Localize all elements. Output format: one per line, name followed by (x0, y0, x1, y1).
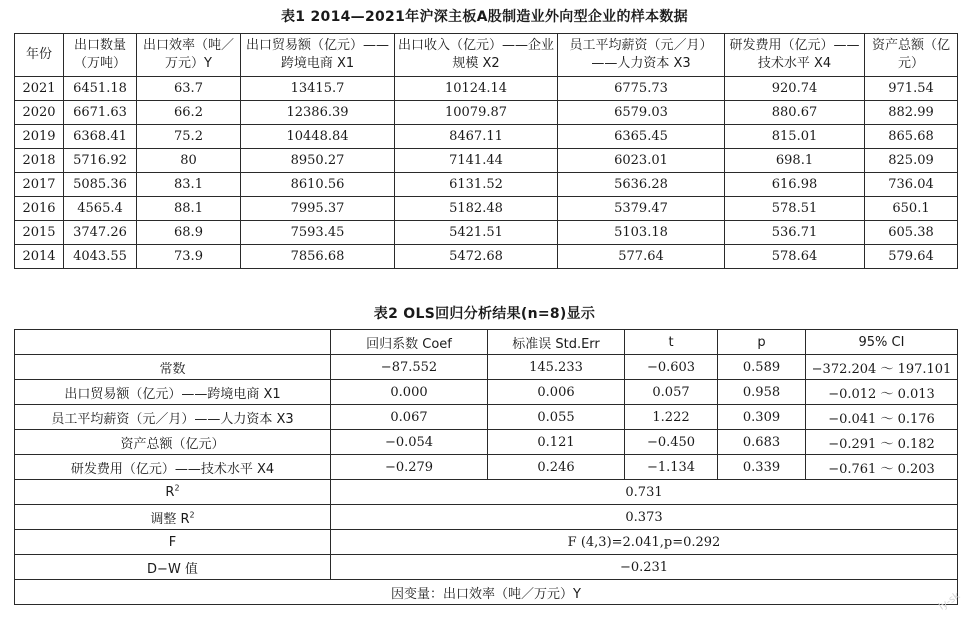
table-cell: 6775.73 (558, 77, 725, 101)
table-cell: 7995.37 (241, 197, 395, 221)
table-cell: 4043.55 (64, 245, 137, 269)
header-avg-salary: 员工平均薪资（元／月）——人力资本 X3 (558, 34, 725, 77)
table-cell: 75.2 (137, 125, 241, 149)
table-cell: 2017 (15, 173, 64, 197)
table-cell: 0.339 (718, 455, 806, 480)
header-ci: 95% CI (806, 330, 958, 355)
table-row (15, 77, 958, 101)
table-cell: 5716.92 (64, 149, 137, 173)
adj-r2-value: 0.373 (331, 505, 958, 530)
table-cell: −0.012 ～ 0.013 (806, 380, 958, 405)
table-row (15, 245, 958, 269)
adj-r2-label (15, 505, 331, 530)
adj-r2-row (15, 505, 958, 530)
table-cell: −0.041 ～ 0.176 (806, 405, 958, 430)
variable-label: 资产总额（亿元） (15, 430, 331, 455)
table-row (15, 101, 958, 125)
table-cell: 0.589 (718, 355, 806, 380)
table-cell: −0.054 (331, 430, 488, 455)
table1-caption: 表1 2014—2021年沪深主板A股制造业外向型企业的样本数据 (281, 9, 688, 25)
table-cell: 7141.44 (395, 149, 558, 173)
table-row (15, 380, 958, 405)
table-row (15, 125, 958, 149)
table-cell: 10124.14 (395, 77, 558, 101)
table-cell: 3747.26 (64, 221, 137, 245)
table-row (15, 173, 958, 197)
sample-data-table (14, 33, 958, 269)
table-cell: 6579.03 (558, 101, 725, 125)
header-export-efficiency: 出口效率（吨／万元）Y (137, 34, 241, 77)
header-total-assets: 资产总额（亿元） (865, 34, 958, 77)
table-cell: 815.01 (725, 125, 865, 149)
table-cell: 6023.01 (558, 149, 725, 173)
table-cell: 698.1 (725, 149, 865, 173)
table-cell: 2021 (15, 77, 64, 101)
r2-label (15, 480, 331, 505)
table-cell: 5472.68 (395, 245, 558, 269)
table-cell: −1.134 (625, 455, 718, 480)
table-cell: 536.71 (725, 221, 865, 245)
header-export-quantity: 出口数量（万吨） (64, 34, 137, 77)
table-cell: 880.67 (725, 101, 865, 125)
adj-r2-label-text: 调整 R (150, 511, 190, 527)
header-t: t (625, 330, 718, 355)
table-cell: 2020 (15, 101, 64, 125)
dw-value: −0.231 (331, 555, 958, 580)
table-cell: 0.683 (718, 430, 806, 455)
table-cell: 736.04 (865, 173, 958, 197)
table-cell: 2016 (15, 197, 64, 221)
table-cell: 0.006 (488, 380, 625, 405)
table-cell: 882.99 (865, 101, 958, 125)
table-cell: −0.291 ～ 0.182 (806, 430, 958, 455)
r2-row (15, 480, 958, 505)
table-cell: 0.121 (488, 430, 625, 455)
table-cell: 63.7 (137, 77, 241, 101)
r2-label-text: R (165, 484, 175, 500)
table-cell: −0.761 ～ 0.203 (806, 455, 958, 480)
table-cell: 66.2 (137, 101, 241, 125)
table-cell: 616.98 (725, 173, 865, 197)
table-cell: 5182.48 (395, 197, 558, 221)
table-cell: 73.9 (137, 245, 241, 269)
table-cell: 0.246 (488, 455, 625, 480)
dw-row (15, 555, 958, 580)
table-row (15, 355, 958, 380)
table-cell: 7593.45 (241, 221, 395, 245)
table-cell: 6451.18 (64, 77, 137, 101)
table-cell: 578.64 (725, 245, 865, 269)
table-cell: 650.1 (865, 197, 958, 221)
variable-label: 研发费用（亿元）——技术水平 X4 (15, 455, 331, 480)
dependent-variable-note: 因变量：出口效率（吨／万元）Y (15, 580, 958, 605)
table-row (15, 405, 958, 430)
r2-superscript: 2 (174, 483, 180, 493)
f-row (15, 530, 958, 555)
table-cell: 5421.51 (395, 221, 558, 245)
table-cell: 0.055 (488, 405, 625, 430)
table-cell: 971.54 (865, 77, 958, 101)
table-cell: 88.1 (137, 197, 241, 221)
ols-regression-table (14, 329, 958, 605)
table-row (15, 430, 958, 455)
dependent-variable-row (15, 580, 958, 605)
table-cell: 865.68 (865, 125, 958, 149)
table-cell: 2019 (15, 125, 64, 149)
table2-header-row (15, 330, 958, 355)
f-value: F (4,3)=2.041,p=0.292 (331, 530, 958, 555)
table-cell: 2015 (15, 221, 64, 245)
table-cell: 8950.27 (241, 149, 395, 173)
table-cell: 83.1 (137, 173, 241, 197)
table-cell: 8610.56 (241, 173, 395, 197)
header-std-err: 标准误 Std.Err (488, 330, 625, 355)
header-rd-expense: 研发费用（亿元）——技术水平 X4 (725, 34, 865, 77)
table-cell: 10079.87 (395, 101, 558, 125)
table-cell: 0.309 (718, 405, 806, 430)
f-label: F (15, 530, 331, 555)
table-cell: −0.603 (625, 355, 718, 380)
r2-value: 0.731 (331, 480, 958, 505)
table-cell: −87.552 (331, 355, 488, 380)
table-cell: 145.233 (488, 355, 625, 380)
table-cell: 6368.41 (64, 125, 137, 149)
adj-r2-superscript: 2 (189, 510, 195, 520)
header-blank (15, 330, 331, 355)
table-cell: −0.450 (625, 430, 718, 455)
table-cell: 0.958 (718, 380, 806, 405)
header-coef: 回归系数 Coef (331, 330, 488, 355)
dw-label: D−W 值 (15, 555, 331, 580)
table-row (15, 221, 958, 245)
table-cell: 6365.45 (558, 125, 725, 149)
header-export-income: 出口收入（亿元）——企业规模 X2 (395, 34, 558, 77)
watermark: ly-sk (936, 590, 963, 613)
variable-label: 常数 (15, 355, 331, 380)
table-cell: 68.9 (137, 221, 241, 245)
table-cell: 8467.11 (395, 125, 558, 149)
header-p: p (718, 330, 806, 355)
table-cell: 5379.47 (558, 197, 725, 221)
table-cell: −0.279 (331, 455, 488, 480)
table-cell: 12386.39 (241, 101, 395, 125)
table-row (15, 455, 958, 480)
table-cell: 579.64 (865, 245, 958, 269)
table-cell: 5103.18 (558, 221, 725, 245)
table1-header-row (15, 34, 958, 77)
table-cell: 577.64 (558, 245, 725, 269)
table-cell: 578.51 (725, 197, 865, 221)
table-cell: 4565.4 (64, 197, 137, 221)
table-cell: 605.38 (865, 221, 958, 245)
table-row (15, 149, 958, 173)
table-cell: 920.74 (725, 77, 865, 101)
table-cell: 7856.68 (241, 245, 395, 269)
table-cell: 6131.52 (395, 173, 558, 197)
table-cell: 5085.36 (64, 173, 137, 197)
header-export-trade: 出口贸易额（亿元）—— 跨境电商 X1 (241, 34, 395, 77)
table-cell: 0.057 (625, 380, 718, 405)
table-cell: 6671.63 (64, 101, 137, 125)
table-cell: 10448.84 (241, 125, 395, 149)
variable-label: 员工平均薪资（元／月）——人力资本 X3 (15, 405, 331, 430)
table-cell: 5636.28 (558, 173, 725, 197)
table-cell: 80 (137, 149, 241, 173)
table-cell: 825.09 (865, 149, 958, 173)
variable-label: 出口贸易额（亿元）——跨境电商 X1 (15, 380, 331, 405)
table-cell: 1.222 (625, 405, 718, 430)
table-cell: 0.000 (331, 380, 488, 405)
table-cell: 2018 (15, 149, 64, 173)
table-cell: 0.067 (331, 405, 488, 430)
table-cell: 13415.7 (241, 77, 395, 101)
table2-caption: 表2 OLS回归分析结果(n=8)显示 (373, 306, 596, 322)
table-cell: 2014 (15, 245, 64, 269)
header-year: 年份 (15, 34, 64, 77)
table-cell: −372.204 ～ 197.101 (806, 355, 958, 380)
table-row (15, 197, 958, 221)
